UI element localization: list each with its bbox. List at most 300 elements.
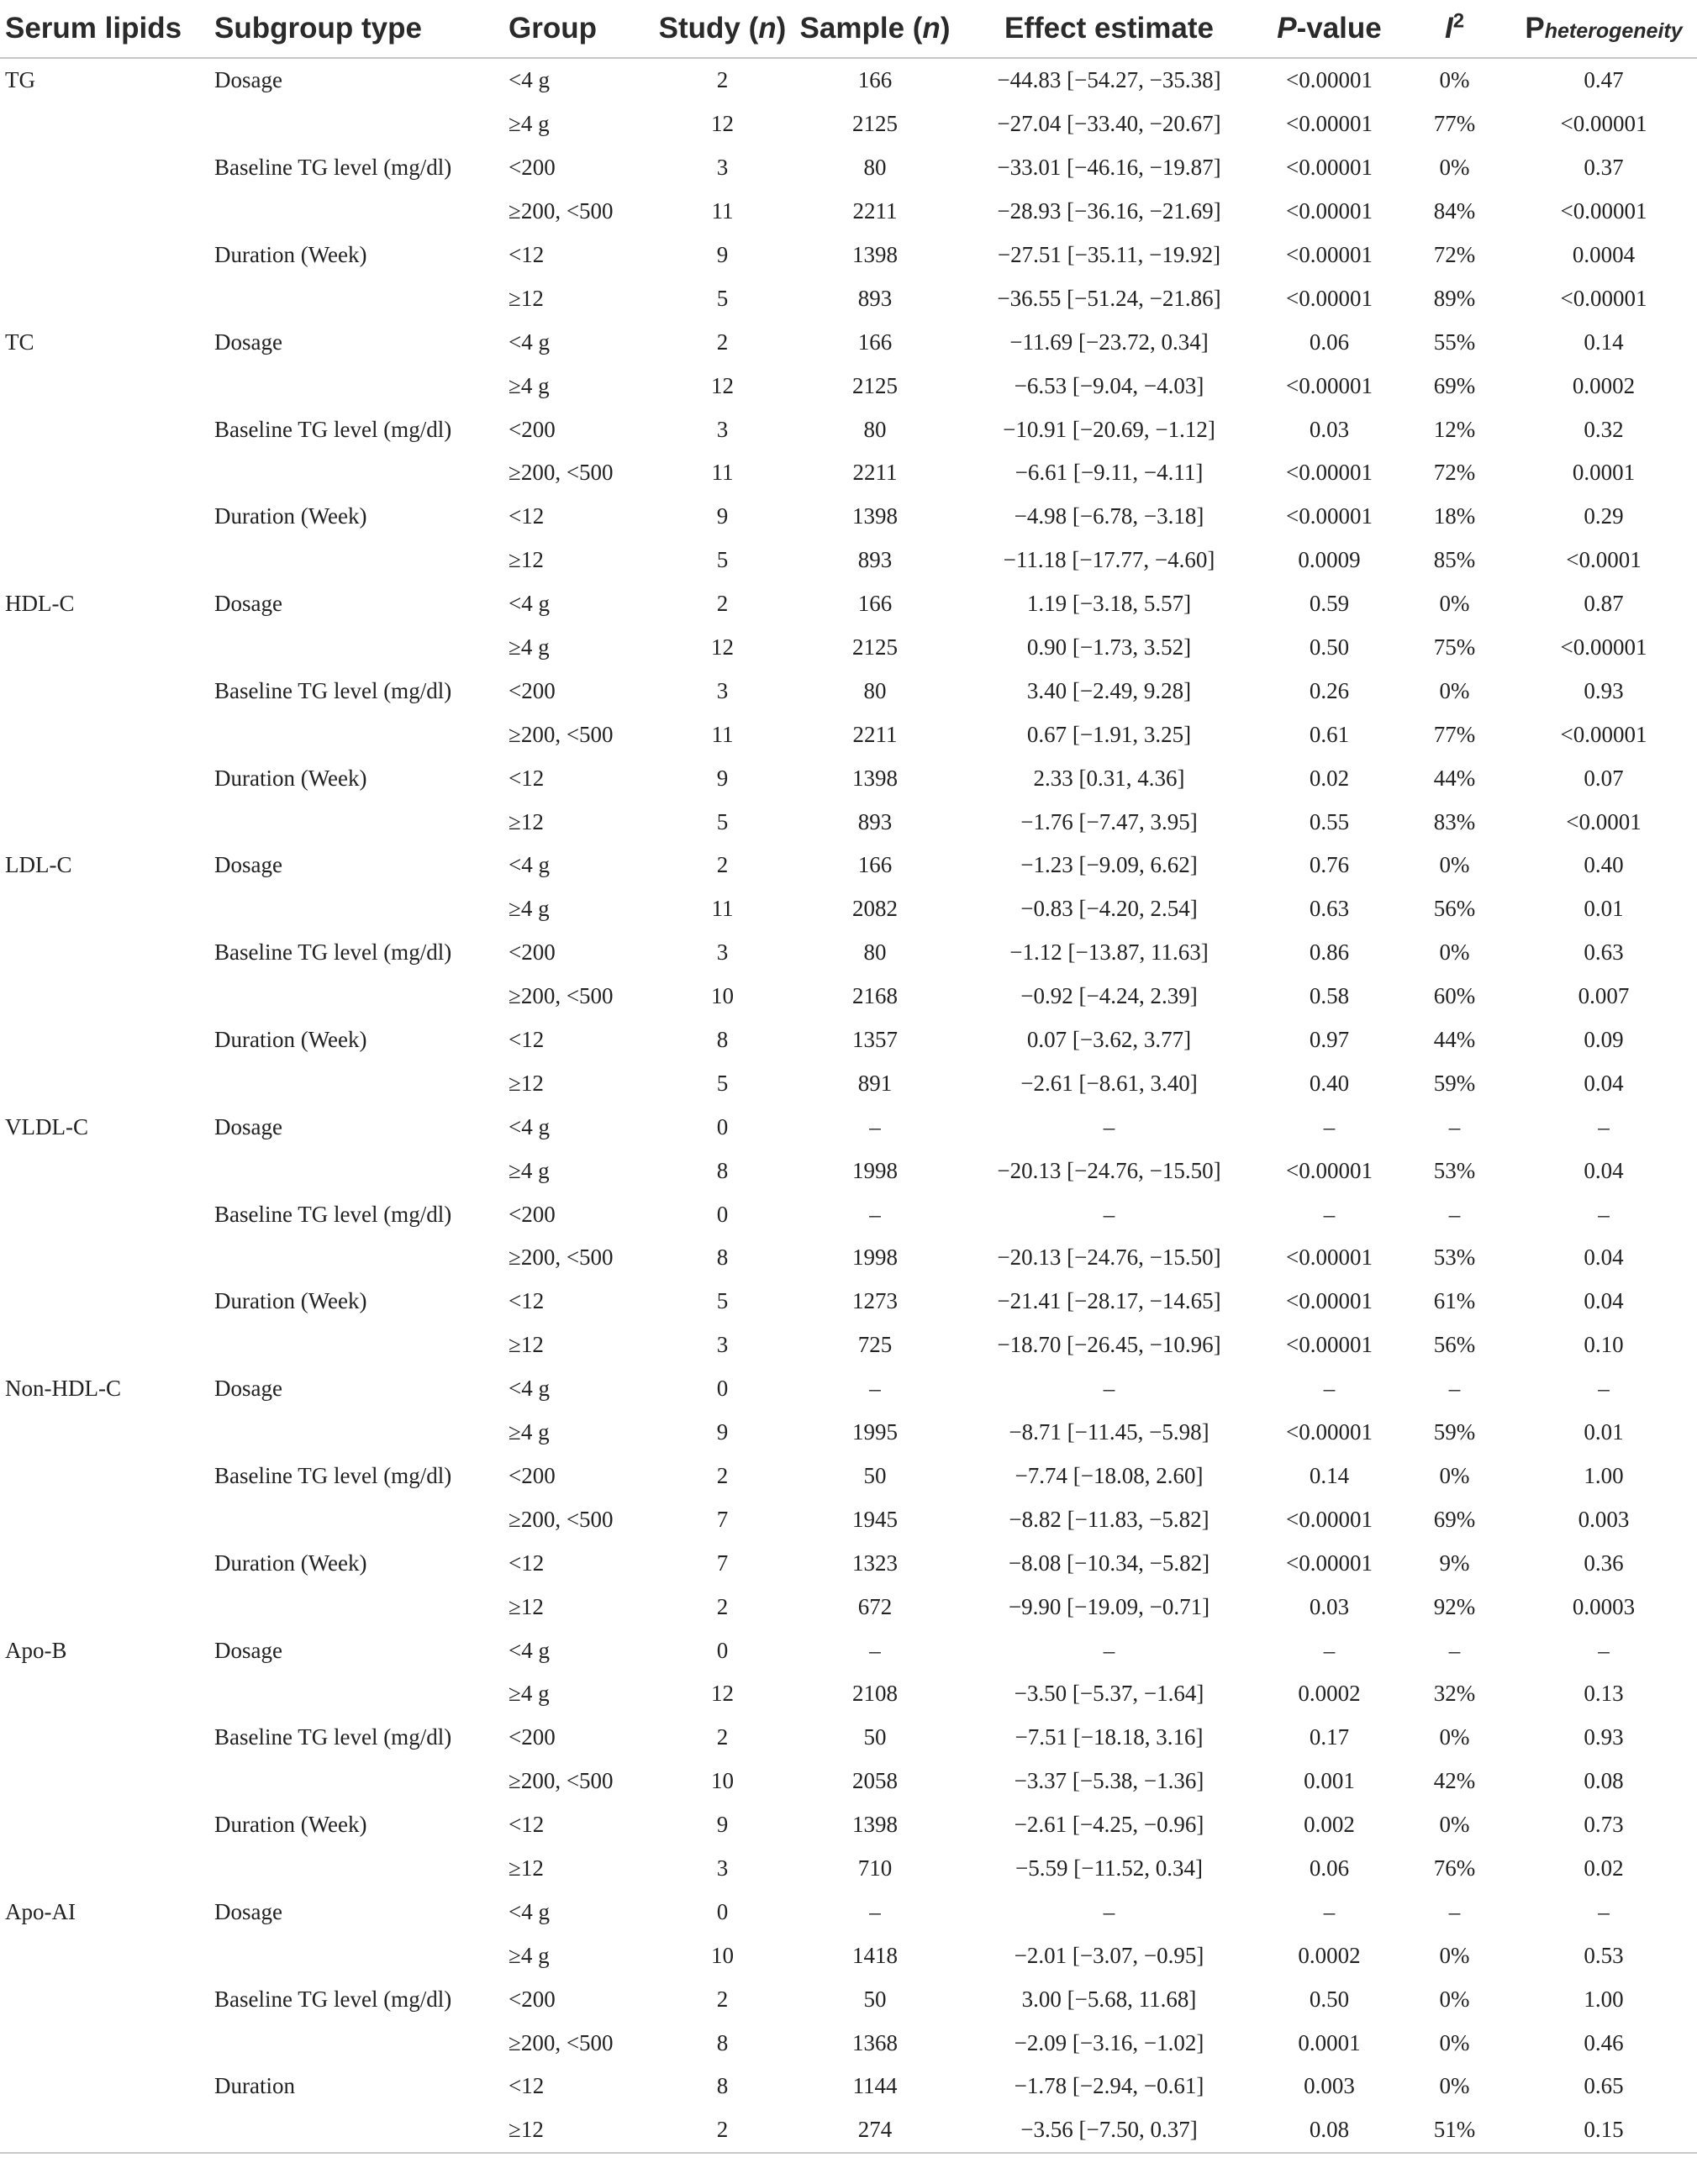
cell-serum-lipid bbox=[0, 1236, 208, 1280]
cell-sample-n: 1398 bbox=[852, 503, 898, 529]
cell-i-squared: 76% bbox=[1433, 1855, 1476, 1881]
cell-serum-lipid bbox=[0, 931, 208, 975]
cell-group: ≥12 bbox=[509, 547, 544, 573]
cell-sample-n: 166 bbox=[857, 329, 893, 355]
table-row bbox=[0, 1105, 1697, 1149]
cell-i-squared: – bbox=[1448, 1201, 1461, 1227]
cell-serum-lipid bbox=[0, 364, 208, 408]
header-row bbox=[0, 0, 1697, 58]
cell-subgroup-type: Dosage bbox=[214, 1376, 282, 1402]
cell-p-value: <0.00001 bbox=[1286, 1157, 1373, 1183]
table-row bbox=[0, 887, 1697, 931]
cell-p-value: 0.08 bbox=[1260, 2108, 1399, 2153]
table-row bbox=[0, 1672, 1697, 1716]
cell-group: <200 bbox=[509, 939, 556, 966]
cell-i-squared: 44% bbox=[1433, 765, 1476, 791]
cell-group: <200 bbox=[509, 155, 556, 181]
cell-p-heterogeneity: – bbox=[1598, 1898, 1610, 1924]
cell-group: <12 bbox=[509, 1027, 545, 1053]
cell-serum-lipid bbox=[0, 1280, 208, 1324]
cell-subgroup-type: Duration (Week) bbox=[214, 503, 367, 529]
cell-sample-n: 2168 bbox=[852, 983, 898, 1009]
cell-effect-estimate: −33.01 [−46.16, −19.87] bbox=[997, 155, 1221, 181]
cell-subgroup-type: Dosage bbox=[214, 329, 282, 355]
cell-study-n: 3 bbox=[716, 1332, 729, 1358]
cell-sample-n: 80 bbox=[863, 939, 887, 966]
cell-effect-estimate: −27.04 [−33.40, −20.67] bbox=[997, 111, 1221, 137]
cell-study-n: 12 bbox=[711, 1681, 734, 1707]
table-row bbox=[0, 1236, 1697, 1280]
cell-serum-lipid: VLDL-C bbox=[5, 1113, 88, 1139]
cell-group: ≥12 bbox=[509, 1070, 544, 1096]
cell-p-value: 0.14 bbox=[1309, 1462, 1350, 1488]
table-row bbox=[0, 1367, 1697, 1411]
cell-sample-n: 1398 bbox=[852, 1812, 898, 1838]
cell-p-value: 0.06 bbox=[1309, 1855, 1350, 1881]
table-row bbox=[0, 1977, 1697, 2021]
cell-p-value: 0.17 bbox=[1309, 1724, 1350, 1750]
cell-subgroup-type bbox=[208, 1672, 503, 1716]
cell-group: <4 g bbox=[509, 1376, 550, 1402]
cell-serum-lipid bbox=[0, 190, 208, 234]
cell-serum-lipid: Apo-AI bbox=[5, 1898, 76, 1924]
header-study-n bbox=[653, 0, 792, 58]
cell-p-value: <0.00001 bbox=[1286, 1332, 1373, 1358]
cell-group: <12 bbox=[509, 1288, 545, 1314]
cell-subgroup-type bbox=[208, 1324, 503, 1367]
cell-sample-n: 2082 bbox=[852, 896, 898, 922]
cell-serum-lipid: TG bbox=[5, 67, 35, 93]
cell-i-squared: 0% bbox=[1439, 2073, 1470, 2099]
cell-subgroup-type bbox=[208, 1149, 503, 1192]
cell-serum-lipid bbox=[0, 1585, 208, 1629]
cell-p-value: <0.00001 bbox=[1286, 285, 1373, 311]
cell-study-n: 10 bbox=[711, 1942, 734, 1968]
cell-effect-estimate: −0.83 [−4.20, 2.54] bbox=[1020, 896, 1198, 922]
cell-effect-estimate: – bbox=[1103, 1201, 1115, 1227]
header-p-italic: P bbox=[1277, 12, 1297, 45]
table-row bbox=[0, 582, 1697, 626]
cell-sample-n: 1368 bbox=[852, 2029, 898, 2055]
cell-effect-estimate: – bbox=[1103, 1637, 1115, 1663]
cell-serum-lipid bbox=[0, 146, 208, 190]
header-study-n-italic: n bbox=[758, 12, 777, 45]
cell-p-heterogeneity: 0.04 bbox=[1584, 1288, 1624, 1314]
cell-serum-lipid bbox=[0, 2108, 208, 2153]
cell-effect-estimate: −36.55 [−51.24, −21.86] bbox=[997, 285, 1221, 311]
cell-group: ≥12 bbox=[509, 1332, 544, 1358]
cell-subgroup-type bbox=[208, 451, 503, 495]
cell-study-n: 11 bbox=[711, 460, 734, 486]
cell-effect-estimate: −2.61 [−8.61, 3.40] bbox=[1020, 1070, 1198, 1096]
cell-effect-estimate: – bbox=[1103, 1113, 1115, 1139]
cell-effect-estimate: −10.91 [−20.69, −1.12] bbox=[1003, 416, 1215, 442]
cell-group: ≥200, <500 bbox=[509, 198, 614, 224]
cell-sample-n: 1998 bbox=[852, 1245, 898, 1271]
cell-group: <12 bbox=[509, 1550, 545, 1576]
cell-p-heterogeneity: 0.93 bbox=[1584, 1724, 1624, 1750]
cell-group: ≥4 g bbox=[509, 634, 550, 660]
cell-study-n: 2 bbox=[653, 2108, 792, 2153]
cell-p-value: <0.00001 bbox=[1286, 460, 1373, 486]
cell-p-value: 0.06 bbox=[1309, 329, 1350, 355]
cell-subgroup-type: Duration bbox=[214, 2073, 295, 2099]
cell-effect-estimate: – bbox=[1103, 1898, 1115, 1924]
table-row bbox=[0, 669, 1697, 713]
cell-sample-n: 50 bbox=[863, 1462, 887, 1488]
cell-subgroup-type bbox=[208, 1585, 503, 1629]
table-row bbox=[0, 2021, 1697, 2065]
cell-study-n: 2 bbox=[716, 67, 729, 93]
cell-p-heterogeneity: – bbox=[1598, 1637, 1610, 1663]
cell-group: ≥12 bbox=[503, 2108, 653, 2153]
cell-i-squared: 56% bbox=[1433, 1332, 1476, 1358]
cell-p-heterogeneity: 1.00 bbox=[1584, 1986, 1624, 2012]
cell-p-heterogeneity: 0.40 bbox=[1584, 852, 1624, 878]
cell-effect-estimate: −7.51 [−18.18, 3.16] bbox=[1015, 1724, 1204, 1750]
cell-p-value: 0.003 bbox=[1304, 2073, 1355, 2099]
cell-i-squared: 59% bbox=[1433, 1419, 1476, 1445]
cell-p-value: 0.58 bbox=[1309, 983, 1350, 1009]
cell-p-heterogeneity: 0.04 bbox=[1584, 1070, 1624, 1096]
cell-serum-lipid bbox=[0, 1192, 208, 1236]
cell-subgroup-type bbox=[208, 1847, 503, 1891]
cell-sample-n: 710 bbox=[857, 1855, 893, 1881]
cell-sample-n: 1273 bbox=[852, 1288, 898, 1314]
header-group: Group bbox=[503, 0, 653, 58]
cell-sample-n: 1945 bbox=[852, 1506, 898, 1532]
cell-sample-n: 891 bbox=[857, 1070, 893, 1096]
cell-sample-n: – bbox=[869, 1637, 881, 1663]
cell-p-heterogeneity: 0.007 bbox=[1578, 983, 1630, 1009]
cell-effect-estimate: −3.56 [−7.50, 0.37] bbox=[958, 2108, 1260, 2153]
cell-p-value: <0.00001 bbox=[1286, 198, 1373, 224]
cell-serum-lipid bbox=[0, 2065, 208, 2108]
table-row bbox=[0, 1847, 1697, 1891]
cell-group: ≥12 bbox=[509, 808, 544, 834]
cell-subgroup-type bbox=[208, 1411, 503, 1455]
cell-subgroup-type: Dosage bbox=[214, 1637, 282, 1663]
cell-effect-estimate: −2.01 [−3.07, −0.95] bbox=[1014, 1942, 1204, 1968]
cell-i-squared: 0% bbox=[1439, 1986, 1470, 2012]
cell-p-value: <0.00001 bbox=[1286, 67, 1373, 93]
cell-sample-n: – bbox=[869, 1201, 881, 1227]
cell-serum-lipid: LDL-C bbox=[5, 852, 72, 878]
cell-study-n: 12 bbox=[711, 372, 734, 398]
cell-p-value: <0.00001 bbox=[1286, 242, 1373, 267]
cell-i-squared: 32% bbox=[1433, 1681, 1476, 1707]
cell-subgroup-type: Dosage bbox=[214, 1113, 282, 1139]
cell-serum-lipid bbox=[0, 1497, 208, 1541]
cell-p-heterogeneity: 0.73 bbox=[1584, 1812, 1624, 1838]
cell-p-heterogeneity: <0.00001 bbox=[1560, 634, 1647, 660]
cell-p-heterogeneity: 0.29 bbox=[1584, 503, 1624, 529]
cell-effect-estimate: −11.18 [−17.77, −4.60] bbox=[1003, 547, 1215, 573]
cell-p-value: 0.86 bbox=[1309, 939, 1350, 966]
cell-subgroup-type: Baseline TG level (mg/dl) bbox=[214, 1201, 452, 1227]
cell-study-n: 11 bbox=[711, 198, 734, 224]
cell-subgroup-type bbox=[208, 276, 503, 320]
table-row bbox=[0, 1541, 1697, 1585]
cell-sample-n: 1398 bbox=[852, 765, 898, 791]
cell-group: ≥4 g bbox=[509, 1419, 550, 1445]
cell-p-heterogeneity: 0.09 bbox=[1584, 1027, 1624, 1053]
cell-study-n: 8 bbox=[716, 1027, 729, 1053]
cell-sample-n: 50 bbox=[863, 1724, 887, 1750]
cell-p-value: 0.59 bbox=[1309, 591, 1350, 617]
cell-sample-n: 893 bbox=[857, 547, 893, 573]
cell-i-squared: 0% bbox=[1439, 2029, 1470, 2055]
cell-p-value: <0.00001 bbox=[1286, 1506, 1373, 1532]
cell-group: <200 bbox=[509, 1462, 556, 1488]
table-row bbox=[0, 713, 1697, 756]
cell-sample-n: 2211 bbox=[852, 721, 898, 747]
header-i-squared bbox=[1399, 0, 1510, 58]
cell-group: ≥12 bbox=[509, 1855, 544, 1881]
header-sample-n bbox=[792, 0, 958, 58]
cell-group: <12 bbox=[509, 242, 545, 267]
cell-i-squared: 9% bbox=[1439, 1550, 1470, 1576]
cell-serum-lipid bbox=[0, 800, 208, 844]
cell-effect-estimate: 2.33 [0.31, 4.36] bbox=[1033, 765, 1185, 791]
cell-serum-lipid: Non-HDL-C bbox=[5, 1376, 121, 1402]
cell-study-n: 2 bbox=[716, 852, 729, 878]
cell-serum-lipid bbox=[0, 1324, 208, 1367]
cell-effect-estimate: −2.09 [−3.16, −1.02] bbox=[1014, 2029, 1204, 2055]
cell-group: <200 bbox=[509, 1201, 556, 1227]
cell-sample-n: 274 bbox=[792, 2108, 958, 2153]
cell-p-heterogeneity: <0.0001 bbox=[1566, 808, 1642, 834]
cell-serum-lipid: HDL-C bbox=[5, 591, 75, 617]
cell-study-n: 8 bbox=[716, 1157, 729, 1183]
cell-serum-lipid: TC bbox=[5, 329, 34, 355]
cell-serum-lipid bbox=[0, 626, 208, 670]
cell-i-squared: 0% bbox=[1439, 155, 1470, 181]
cell-serum-lipid bbox=[0, 1061, 208, 1105]
cell-p-heterogeneity: – bbox=[1598, 1201, 1610, 1227]
cell-study-n: 12 bbox=[711, 111, 734, 137]
cell-p-value: – bbox=[1323, 1113, 1336, 1139]
table-row bbox=[0, 146, 1697, 190]
cell-p-heterogeneity: 0.87 bbox=[1584, 591, 1624, 617]
cell-p-heterogeneity: 0.15 bbox=[1510, 2108, 1697, 2153]
cell-serum-lipid bbox=[0, 713, 208, 756]
cell-p-heterogeneity: 0.07 bbox=[1584, 765, 1624, 791]
cell-effect-estimate: −21.41 [−28.17, −14.65] bbox=[997, 1288, 1221, 1314]
table-row bbox=[0, 756, 1697, 800]
cell-p-value: 0.61 bbox=[1309, 721, 1350, 747]
cell-group: <200 bbox=[509, 1986, 556, 2012]
table-row bbox=[0, 1890, 1697, 1934]
cell-i-squared: 72% bbox=[1433, 460, 1476, 486]
header-study-close: ) bbox=[776, 12, 787, 45]
cell-effect-estimate: −1.12 [−13.87, 11.63] bbox=[1009, 939, 1209, 966]
cell-subgroup-type bbox=[208, 103, 503, 146]
cell-group: ≥12 bbox=[509, 285, 544, 311]
cell-i-squared: 69% bbox=[1433, 372, 1476, 398]
table-row bbox=[0, 1149, 1697, 1192]
cell-sample-n: 893 bbox=[857, 808, 893, 834]
cell-p-value: <0.00001 bbox=[1286, 1419, 1373, 1445]
cell-effect-estimate: −8.71 [−11.45, −5.98] bbox=[1009, 1419, 1210, 1445]
cell-sample-n: 1398 bbox=[852, 242, 898, 267]
cell-sample-n: 166 bbox=[857, 591, 893, 617]
cell-serum-lipid bbox=[0, 1977, 208, 2021]
cell-p-value: 0.0001 bbox=[1298, 2029, 1361, 2055]
cell-study-n: 0 bbox=[716, 1201, 729, 1227]
cell-p-heterogeneity: 0.08 bbox=[1584, 1768, 1624, 1794]
cell-p-heterogeneity: – bbox=[1598, 1376, 1610, 1402]
cell-serum-lipid bbox=[0, 887, 208, 931]
cell-i-squared: 0% bbox=[1439, 939, 1470, 966]
cell-effect-estimate: 0.67 [−1.91, 3.25] bbox=[1026, 721, 1192, 747]
cell-sample-n: 80 bbox=[863, 677, 887, 703]
cell-i-squared: 0% bbox=[1439, 1462, 1470, 1488]
cell-subgroup-type: Duration (Week) bbox=[214, 1812, 367, 1838]
cell-p-value: – bbox=[1323, 1637, 1336, 1663]
cell-p-heterogeneity: 0.02 bbox=[1584, 1855, 1624, 1881]
cell-subgroup-type bbox=[208, 887, 503, 931]
cell-p-value: 0.001 bbox=[1304, 1768, 1355, 1794]
cell-p-value: <0.00001 bbox=[1286, 1245, 1373, 1271]
cell-sample-n: – bbox=[869, 1113, 881, 1139]
cell-effect-estimate: −0.92 [−4.24, 2.39] bbox=[1020, 983, 1198, 1009]
cell-p-value: 0.03 bbox=[1309, 416, 1350, 442]
cell-p-heterogeneity: 0.10 bbox=[1584, 1332, 1624, 1358]
table-row bbox=[0, 539, 1697, 582]
header-subgroup-type: Subgroup type bbox=[208, 0, 503, 58]
cell-i-squared: 0% bbox=[1439, 1812, 1470, 1838]
table-row bbox=[0, 1716, 1697, 1760]
cell-effect-estimate: −20.13 [−24.76, −15.50] bbox=[997, 1245, 1221, 1271]
cell-subgroup-type: Baseline TG level (mg/dl) bbox=[214, 939, 452, 966]
cell-subgroup-type bbox=[208, 800, 503, 844]
cell-subgroup-type: Baseline TG level (mg/dl) bbox=[214, 1986, 452, 2012]
header-p-rest: -value bbox=[1296, 12, 1382, 45]
cell-subgroup-type: Duration (Week) bbox=[214, 1027, 367, 1053]
cell-p-heterogeneity: 0.53 bbox=[1584, 1942, 1624, 1968]
cell-p-heterogeneity: 0.46 bbox=[1584, 2029, 1624, 2055]
cell-p-heterogeneity: – bbox=[1598, 1113, 1610, 1139]
cell-p-heterogeneity: 0.63 bbox=[1584, 939, 1624, 966]
cell-effect-estimate: −5.59 [−11.52, 0.34] bbox=[1015, 1855, 1203, 1881]
cell-p-value: 0.40 bbox=[1309, 1070, 1350, 1096]
cell-study-n: 5 bbox=[716, 285, 729, 311]
cell-p-heterogeneity: 0.36 bbox=[1584, 1550, 1624, 1576]
cell-p-heterogeneity: 0.47 bbox=[1584, 67, 1624, 93]
cell-study-n: 9 bbox=[716, 765, 729, 791]
cell-p-heterogeneity: 0.65 bbox=[1584, 2073, 1624, 2099]
table-row bbox=[0, 190, 1697, 234]
table-row bbox=[0, 1934, 1697, 1977]
header-p-value bbox=[1260, 0, 1399, 58]
cell-effect-estimate: – bbox=[1103, 1376, 1115, 1402]
cell-study-n: 2 bbox=[716, 591, 729, 617]
cell-subgroup-type: Duration (Week) bbox=[214, 1550, 367, 1576]
cell-sample-n: 1144 bbox=[852, 2073, 898, 2099]
cell-study-n: 5 bbox=[716, 1288, 729, 1314]
cell-p-value: 0.55 bbox=[1309, 808, 1350, 834]
cell-serum-lipid bbox=[0, 1716, 208, 1760]
cell-subgroup-type bbox=[208, 1497, 503, 1541]
cell-serum-lipid: Apo-B bbox=[5, 1637, 67, 1663]
header-effect-estimate: Effect estimate bbox=[958, 0, 1260, 58]
cell-study-n: 2 bbox=[716, 329, 729, 355]
table-row bbox=[0, 1803, 1697, 1847]
cell-study-n: 9 bbox=[716, 242, 729, 267]
cell-serum-lipid bbox=[0, 539, 208, 582]
cell-study-n: 2 bbox=[716, 1462, 729, 1488]
cell-p-value: 0.02 bbox=[1309, 765, 1350, 791]
cell-p-heterogeneity: <0.00001 bbox=[1560, 198, 1647, 224]
cell-i-squared: 85% bbox=[1433, 547, 1476, 573]
cell-p-value: 0.50 bbox=[1309, 634, 1350, 660]
cell-i-squared: 55% bbox=[1433, 329, 1476, 355]
cell-effect-estimate: −9.90 [−19.09, −0.71] bbox=[1008, 1593, 1210, 1619]
cell-effect-estimate: 0.90 [−1.73, 3.52] bbox=[1026, 634, 1192, 660]
cell-p-heterogeneity: 1.00 bbox=[1584, 1462, 1624, 1488]
cell-effect-estimate: 0.07 [−3.62, 3.77] bbox=[1026, 1027, 1192, 1053]
cell-effect-estimate: −28.93 [−36.16, −21.69] bbox=[997, 198, 1221, 224]
table-row bbox=[0, 408, 1697, 451]
cell-subgroup-type: Dosage bbox=[214, 1898, 282, 1924]
header-sample-close: ) bbox=[940, 12, 951, 45]
cell-study-n: 7 bbox=[716, 1550, 729, 1576]
cell-p-value: 0.26 bbox=[1309, 677, 1350, 703]
cell-effect-estimate: 1.19 [−3.18, 5.57] bbox=[1026, 591, 1192, 617]
cell-sample-n: 80 bbox=[863, 155, 887, 181]
cell-i-squared: 77% bbox=[1433, 111, 1476, 137]
cell-p-value: <0.00001 bbox=[1286, 111, 1373, 137]
table-header bbox=[0, 0, 1697, 58]
cell-study-n: 8 bbox=[716, 2029, 729, 2055]
cell-group: <12 bbox=[509, 503, 545, 529]
cell-serum-lipid bbox=[0, 103, 208, 146]
header-serum-lipids: Serum lipids bbox=[0, 0, 208, 58]
cell-p-value: 0.50 bbox=[1309, 1986, 1350, 2012]
cell-p-value: – bbox=[1323, 1376, 1336, 1402]
table-row bbox=[0, 975, 1697, 1018]
cell-serum-lipid bbox=[0, 975, 208, 1018]
table-row bbox=[0, 1411, 1697, 1455]
cell-group: ≥200, <500 bbox=[509, 2029, 614, 2055]
cell-sample-n: 1998 bbox=[852, 1157, 898, 1183]
cell-sample-n: 2125 bbox=[852, 634, 898, 660]
cell-serum-lipid bbox=[0, 1803, 208, 1847]
cell-group: ≥4 g bbox=[509, 1157, 550, 1183]
cell-i-squared: 69% bbox=[1433, 1506, 1476, 1532]
cell-subgroup-type bbox=[208, 713, 503, 756]
cell-sample-n: 2058 bbox=[852, 1768, 898, 1794]
cell-group: <200 bbox=[509, 1724, 556, 1750]
cell-serum-lipid bbox=[0, 1149, 208, 1192]
cell-group: <4 g bbox=[509, 1113, 550, 1139]
header-ph-subscript: heterogeneity bbox=[1544, 19, 1683, 43]
cell-sample-n: 2125 bbox=[852, 111, 898, 137]
cell-subgroup-type bbox=[208, 626, 503, 670]
cell-p-value: 0.002 bbox=[1304, 1812, 1355, 1838]
cell-subgroup-type: Dosage bbox=[214, 591, 282, 617]
table-row bbox=[0, 1455, 1697, 1498]
cell-subgroup-type: Duration (Week) bbox=[214, 242, 367, 267]
cell-effect-estimate: −44.83 [−54.27, −35.38] bbox=[997, 67, 1221, 93]
cell-i-squared: 77% bbox=[1433, 721, 1476, 747]
table-row bbox=[0, 103, 1697, 146]
header-study-label: Study ( bbox=[658, 12, 759, 45]
cell-i-squared: 0% bbox=[1439, 852, 1470, 878]
cell-group: <4 g bbox=[509, 1898, 550, 1924]
cell-p-heterogeneity: 0.01 bbox=[1584, 896, 1624, 922]
